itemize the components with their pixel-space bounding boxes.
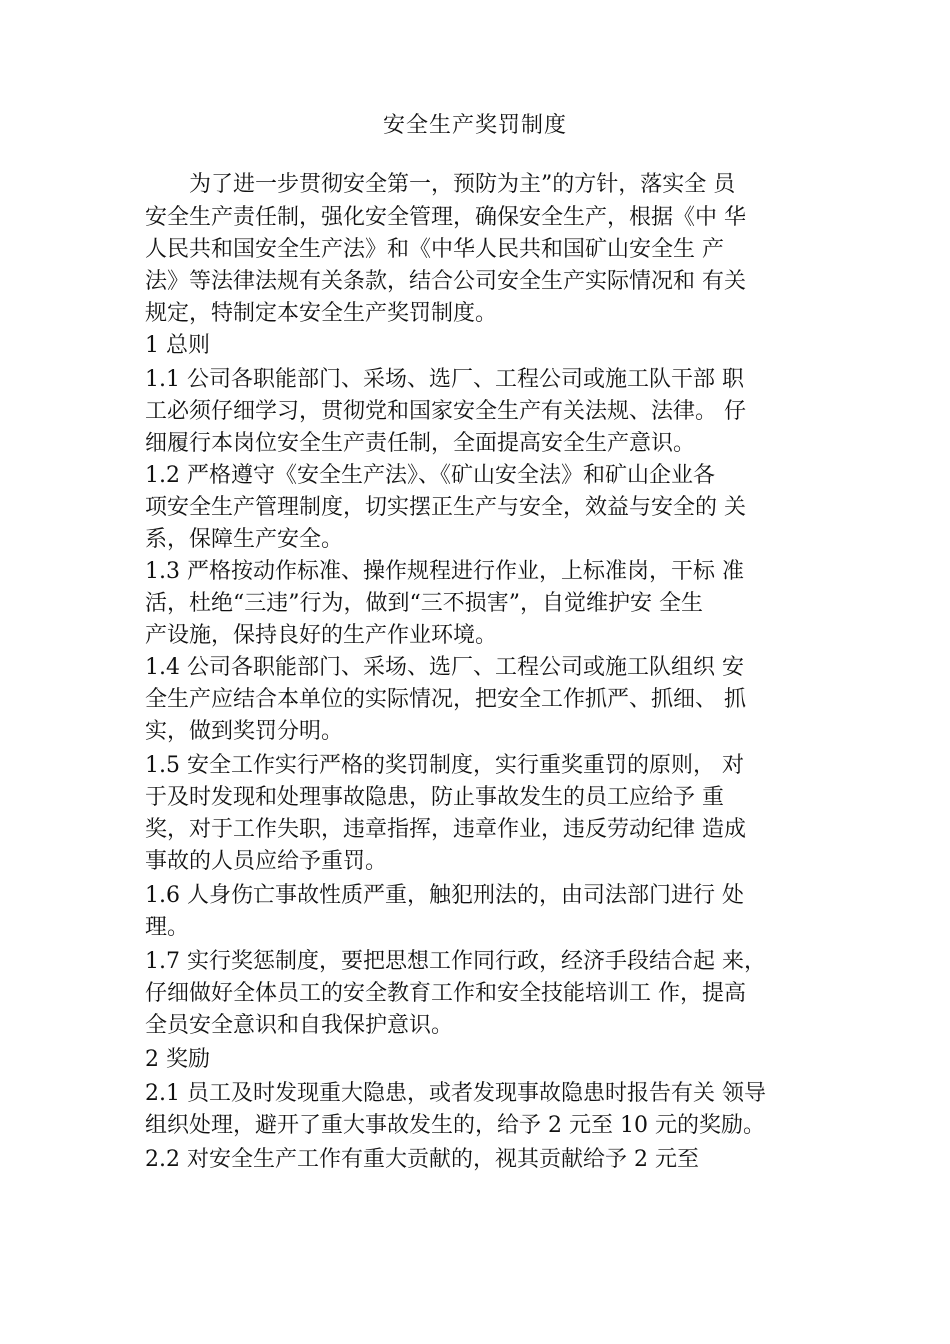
text-line: 系，保障生产安全。 (145, 527, 344, 552)
text-line: 规定，特制定本安全生产奖罚制度。 (145, 301, 498, 326)
text-line: 2.1 员工及时发现重大隐患，或者发现事故隐患时报告有关 领导 (145, 1081, 766, 1106)
section-heading: 1 总则 (145, 333, 210, 358)
text-line: 于及时发现和处理事故隐患，防止事故发生的员工应给予 重 (145, 785, 724, 810)
text-line: 1.5 安全工作实行严格的奖罚制度，实行重奖重罚的原则， 对 (145, 753, 744, 778)
text-line: 奖，对于工作失职，违章指挥，违章作业，违反劳动纪律 造成 (145, 817, 746, 842)
text-line: 1.4 公司各职能部门、采场、选厂、工程公司或施工队组织 安 (145, 655, 744, 680)
text-line: 1.3 严格按动作标准、操作规程进行作业，上标准岗，干标 准 (145, 559, 744, 584)
text-line: 实，做到奖罚分明。 (145, 719, 344, 744)
text-line: 仔细做好全体员工的安全教育工作和安全技能培训工 作，提高 (145, 981, 746, 1006)
text-line: 人民共和国安全生产法》和《中华人民共和国矿山安全生 产 (145, 237, 724, 262)
text-line: 1.1 公司各职能部门、采场、选厂、工程公司或施工队干部 职 (145, 367, 744, 392)
text-line: 全生产应结合本单位的实际情况，把安全工作抓严、抓细、 抓 (145, 687, 746, 712)
text-line: 活，杜绝“三违”行为，做到“三不损害”，自觉维护安 全生 (145, 591, 703, 616)
text-line: 为了进一步贯彻安全第一，预防为主”的方针，落实全 员 (145, 172, 736, 197)
text-line: 1.2 严格遵守《安全生产法》、《矿山安全法》和矿山企业各 (145, 463, 715, 488)
text-line: 事故的人员应给予重罚。 (145, 849, 388, 874)
text-line: 工必须仔细学习，贯彻党和国家安全生产有关法规、法律。 仔 (145, 399, 746, 424)
text-line: 理。 (145, 915, 190, 940)
text-line: 组织处理，避开了重大事故发生的，给予 2 元至 10 元的奖励。 (145, 1113, 765, 1138)
section-heading: 2 奖励 (145, 1047, 210, 1072)
text-line: 项安全生产管理制度，切实摆正生产与安全，效益与安全的 关 (145, 495, 746, 520)
text-line: 产设施，保持良好的生产作业环境。 (145, 623, 498, 648)
text-line: 1.7 实行奖惩制度，要把思想工作同行政，经济手段结合起 来， (145, 949, 766, 974)
text-line: 法》等法律法规有关条款，结合公司安全生产实际情况和 有关 (145, 269, 746, 294)
text-line: 全员安全意识和自我保护意识。 (145, 1013, 454, 1038)
document-title: 安全生产奖罚制度 (382, 113, 567, 138)
text-line: 安全生产责任制，强化安全管理，确保安全生产，根据《中 华 (145, 205, 746, 230)
text-line: 1.6 人身伤亡事故性质严重，触犯刑法的，由司法部门进行 处 (145, 883, 744, 908)
text-line: 细履行本岗位安全生产责任制，全面提高安全生产意识。 (145, 431, 696, 456)
text-line: 2.2 对安全生产工作有重大贡献的，视其贡献给予 2 元至 (145, 1147, 699, 1172)
